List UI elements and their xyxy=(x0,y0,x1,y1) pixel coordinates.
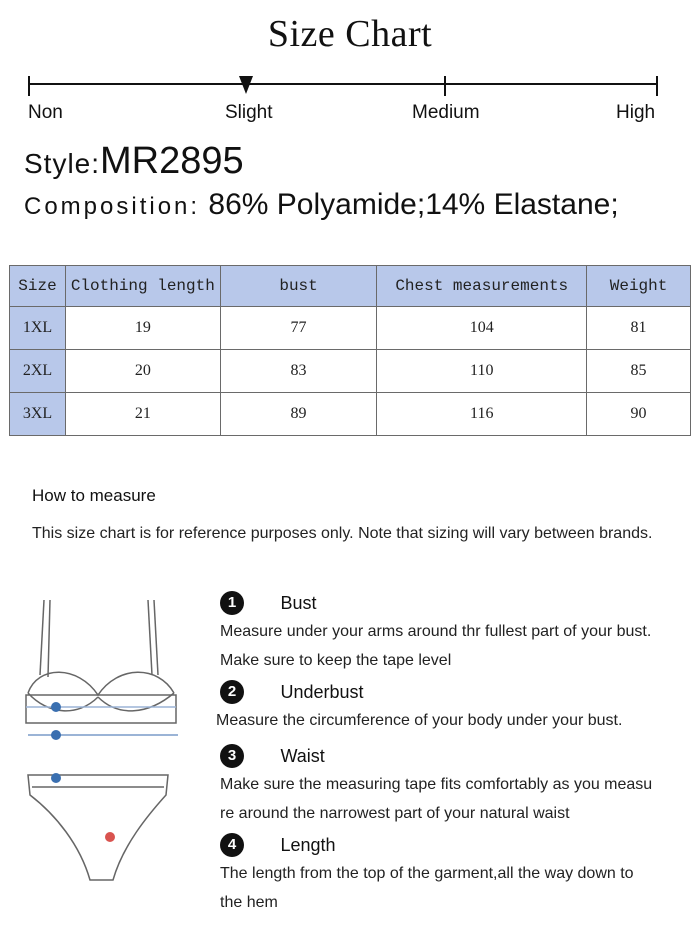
header-clothing-length: Clothing length xyxy=(65,266,220,307)
size-table xyxy=(9,265,691,436)
step-title: Waist xyxy=(280,745,325,766)
step-number-icon: 2 xyxy=(220,680,244,704)
cell-bust: 89 xyxy=(220,393,377,436)
marker-1-icon xyxy=(51,702,61,712)
cell-size: 2XL xyxy=(10,350,66,393)
briefs-outline-icon xyxy=(28,775,168,880)
table-row xyxy=(10,350,691,393)
stretch-label-slight: Slight xyxy=(225,102,273,123)
composition-value: 86% Polyamide;14% Elastane; xyxy=(208,188,619,221)
step-underbust xyxy=(216,680,676,735)
table-row xyxy=(10,393,691,436)
garment-illustration xyxy=(18,595,188,905)
cell-size: 1XL xyxy=(10,307,66,350)
step-number-icon: 1 xyxy=(220,591,244,615)
step-waist xyxy=(220,744,680,828)
step-desc-line: Make sure to keep the tape level xyxy=(220,652,452,669)
step-desc-line: re around the narrowest part of your natural waist xyxy=(220,805,570,822)
stretch-scale xyxy=(28,72,658,123)
style-value: MR2895 xyxy=(100,140,244,182)
header-bust: bust xyxy=(220,266,377,307)
bra-outline-icon xyxy=(26,600,176,723)
step-desc-line: Measure the circumference of your body under your bust. xyxy=(216,712,623,729)
how-to-heading: How to measure xyxy=(32,486,156,505)
cell-clothing-length: 20 xyxy=(65,350,220,393)
stretch-label-high: High xyxy=(616,102,656,123)
step-desc-line: The length from the top of the garment,all the way down to xyxy=(220,865,634,882)
cell-size: 3XL xyxy=(10,393,66,436)
stretch-label-medium: Medium xyxy=(412,102,480,123)
cell-chest: 116 xyxy=(377,393,587,436)
step-number-icon: 4 xyxy=(220,833,244,857)
table-header-row xyxy=(10,266,691,307)
marker-4-icon xyxy=(105,832,115,842)
composition-label: Composition: xyxy=(24,193,201,220)
cell-chest: 110 xyxy=(377,350,587,393)
table-row xyxy=(10,307,691,350)
step-title: Length xyxy=(280,834,336,855)
step-desc-line: Measure under your arms around thr fullest part of your bust. xyxy=(220,623,652,640)
cell-clothing-length: 19 xyxy=(65,307,220,350)
step-bust xyxy=(220,591,680,675)
header-size: Size xyxy=(10,266,66,307)
step-title: Underbust xyxy=(280,681,364,702)
page-title: Size Chart xyxy=(267,13,433,55)
cell-clothing-length: 21 xyxy=(65,393,220,436)
header-chest: Chest measurements xyxy=(377,266,587,307)
reference-note: This size chart is for reference purposes only. Note that sizing will vary between brands. xyxy=(32,525,653,542)
cell-chest: 104 xyxy=(377,307,587,350)
step-desc-line: Make sure the measuring tape fits comfortably as you measu xyxy=(220,776,653,793)
step-number-icon: 3 xyxy=(220,744,244,768)
header-weight: Weight xyxy=(587,266,691,307)
composition-line xyxy=(24,188,619,222)
marker-3-icon xyxy=(51,773,61,783)
stretch-scale-line xyxy=(28,72,658,102)
style-label: Style: xyxy=(24,148,101,179)
step-length xyxy=(220,833,680,917)
step-desc-line: the hem xyxy=(220,894,278,911)
cell-weight: 81 xyxy=(587,307,691,350)
stretch-label-non: Non xyxy=(28,102,63,123)
marker-2-icon xyxy=(51,730,61,740)
cell-weight: 90 xyxy=(587,393,691,436)
cell-bust: 83 xyxy=(220,350,377,393)
cell-bust: 77 xyxy=(220,307,377,350)
step-title: Bust xyxy=(280,592,317,613)
style-line xyxy=(24,140,244,183)
cell-weight: 85 xyxy=(587,350,691,393)
